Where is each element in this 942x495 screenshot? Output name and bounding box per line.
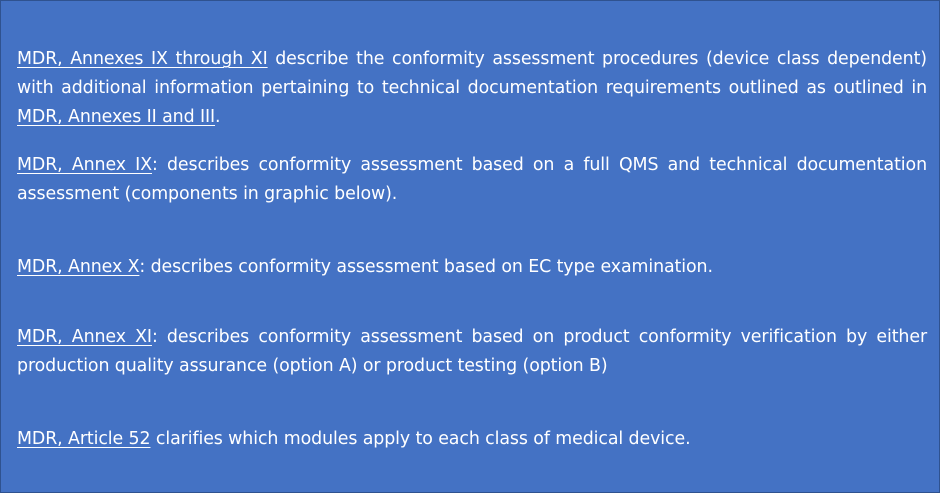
link-mdr-annex-ix[interactable]: MDR, Annex IX <box>17 155 153 175</box>
paragraph-annexes-ix-xi <box>17 45 927 132</box>
link-mdr-article-52[interactable]: MDR, Article 52 <box>17 429 151 449</box>
paragraph-text: : describes conformity assessment based on EC type examination. <box>139 257 713 277</box>
paragraph-text: describe the conformity assessment procedures (device class dependent) with additional information pertaining to technical documentation requirements outlined as outlined in <box>17 49 927 98</box>
paragraph-text: : describes conformity assessment based on product conformity verification by either production quality assurance (option A) or product testing (option B) <box>17 327 927 376</box>
paragraph-annex-xi <box>17 323 927 381</box>
link-mdr-annex-xi[interactable]: MDR, Annex XI <box>17 327 152 347</box>
paragraph-text: clarifies which modules apply to each class of medical device. <box>150 429 691 449</box>
link-mdr-annex-x[interactable]: MDR, Annex X <box>17 257 140 277</box>
paragraph-article-52 <box>17 425 927 454</box>
link-mdr-annexes-ii-iii[interactable]: MDR, Annexes II and III <box>17 107 216 127</box>
paragraph-text-end: . <box>215 107 221 127</box>
paragraph-text: : describes conformity assessment based on a full QMS and technical documentation assessment (components in graphic below). <box>17 155 927 204</box>
link-mdr-annexes-ix-xi[interactable]: MDR, Annexes IX through XI <box>17 49 268 69</box>
paragraph-annex-ix <box>17 151 927 209</box>
paragraph-annex-x <box>17 253 927 282</box>
